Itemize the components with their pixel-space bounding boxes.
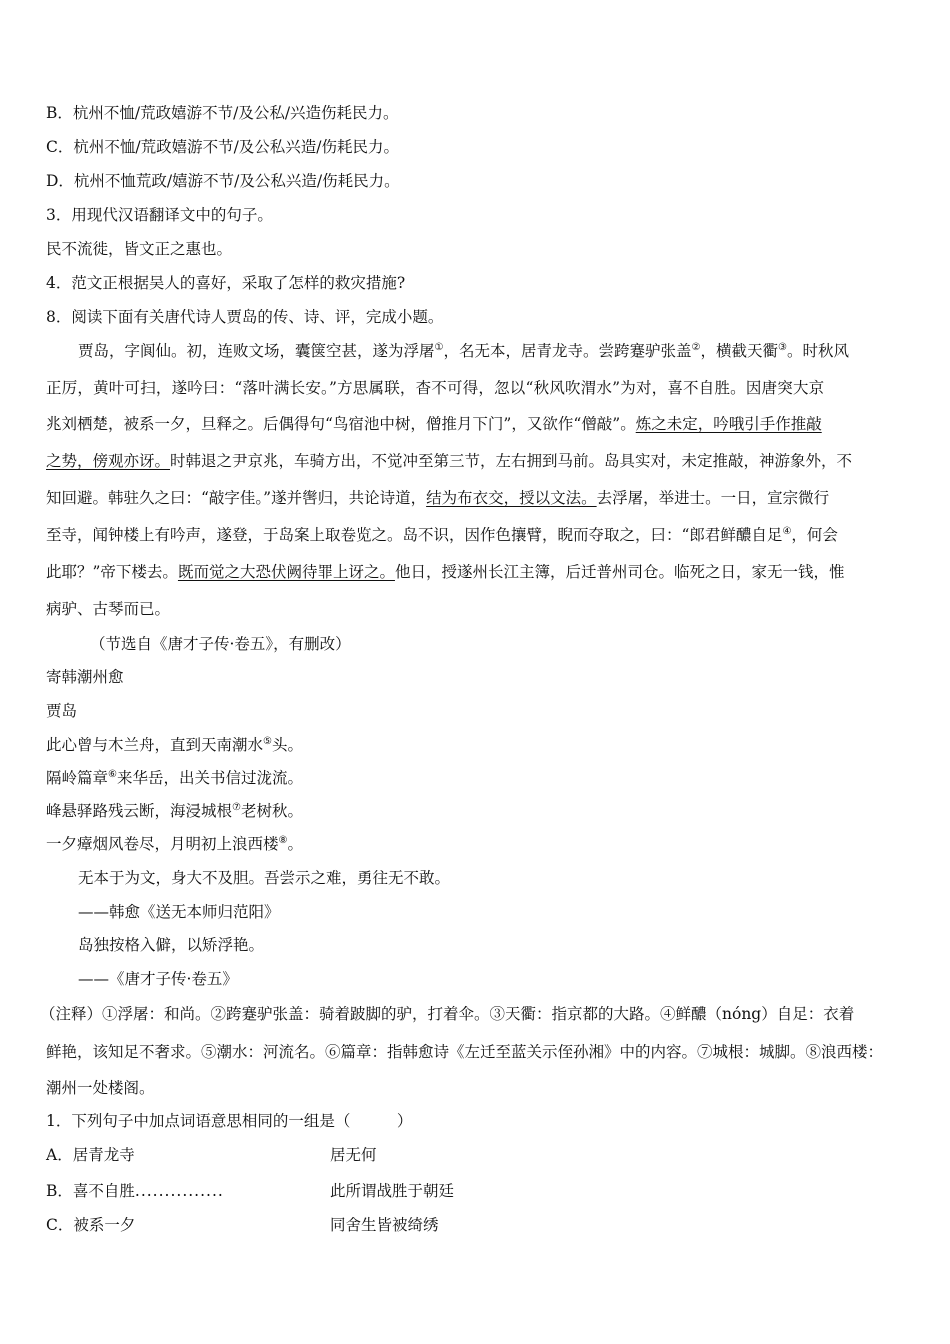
option-b-left: B．喜不自胜 xyxy=(46,1182,135,1200)
note-marker: ⑧ xyxy=(278,834,288,846)
poem-text: 来华岳，出关书信过泷流。 xyxy=(116,769,303,787)
passage-text: 他日，授遂州长江主簿，后迁普州司仓。临死之日，家无一钱，惟 xyxy=(394,563,845,581)
question-1-option-a xyxy=(46,1144,910,1166)
option-a-right: 居无何 xyxy=(330,1146,377,1164)
note-marker: ⑥ xyxy=(108,768,117,780)
poem-line-2 xyxy=(46,767,910,789)
poem-text: 老树秋。 xyxy=(240,802,303,820)
question-3-sentence: 民不流徙，皆文正之惠也。 xyxy=(46,240,233,258)
passage-line-6 xyxy=(46,524,910,546)
option-c-left: C．被系一夕 xyxy=(46,1216,136,1234)
note-marker: ⑦ xyxy=(232,801,241,813)
note-marker: ⑤ xyxy=(263,735,272,747)
underlined-sentence: 结为布衣交，授以文法。 xyxy=(426,489,597,507)
note-marker: ① xyxy=(434,341,444,353)
notes-line-2: 鲜艳，该知足不奢求。⑤潮水：河流名。⑥篇章：指韩愈诗《左迁至蓝关示侄孙湘》中的内容。⑦城根：城脚。⑧浪西楼： xyxy=(46,1043,884,1061)
poem-text: 隔岭篇章 xyxy=(46,769,109,787)
passage-text: 时韩退之尹京兆，车骑方出，不觉冲至第三节，左右拥到马前。岛具实对，未定推敲，神游象外，不 xyxy=(170,452,853,470)
underlined-sentence: 既而觉之大恐伏阙待罪上讶之。 xyxy=(177,563,395,581)
poem-line-1 xyxy=(46,734,910,756)
passage-text: 知回避。韩驻久之曰：“敲字佳。”遂并辔归，共论诗道， xyxy=(46,489,427,507)
passage-text: 。时秋风 xyxy=(786,342,849,360)
comment-2-source: ——《唐才子传·卷五》 xyxy=(78,970,238,988)
poem-text: 。 xyxy=(287,835,303,853)
poem-line-3 xyxy=(46,800,910,822)
passage-source: （节选自《唐才子传·卷五》，有删改） xyxy=(90,635,351,653)
poem-text: 一夕瘴烟风卷尽，月明初上浪西楼 xyxy=(46,835,279,853)
passage-line-5 xyxy=(46,487,910,509)
option-d-prev: D．杭州不恤荒政/嬉游不节/及公私兴造/伤耗民力。 xyxy=(46,172,400,190)
question-4-prompt: 4．范文正根据吴人的喜好，采取了怎样的救灾措施? xyxy=(46,274,406,292)
notes-line-3: 潮州一处楼阁。 xyxy=(46,1079,155,1097)
option-b-prev: B．杭州不恤/荒政嬉游不节/及公私/兴造伤耗民力。 xyxy=(46,104,399,122)
passage-text: ，横截天衢 xyxy=(700,342,778,360)
question-1-option-c xyxy=(46,1214,910,1236)
note-marker: ④ xyxy=(782,525,792,537)
underlined-sentence: 炼之未定，吟哦引手作推敲 xyxy=(635,415,822,433)
poem-title: 寄韩潮州愈 xyxy=(46,668,124,686)
notes-line-1: （注释）①浮屠：和尚。②跨蹇驴张盖：骑着跛脚的驴，打着伞。③天衢：指京都的大路。④鲜醲（nóng）自足：衣着 xyxy=(40,1005,855,1023)
comment-1: 无本于为文，身大不及胆。吾尝示之难，勇往无不敢。 xyxy=(78,869,451,887)
passage-line-2: 正厉，黄叶可扫，遂吟曰：“落叶满长安。”方思属联，杳不可得，忽以“秋风吹渭水”为对，喜不自胜。因唐突大京 xyxy=(46,379,825,397)
poem-text: 此心曾与木兰舟，直到天南潮水 xyxy=(46,736,264,754)
question-1-option-b xyxy=(46,1180,910,1202)
emphasis-dots: ............... xyxy=(134,1182,224,1200)
passage-text: ，何会 xyxy=(791,526,838,544)
note-marker: ③ xyxy=(777,341,787,353)
passage-text: 此耶？”帝下楼去。 xyxy=(46,563,178,581)
passage-line-1 xyxy=(78,340,910,362)
underlined-sentence: 之势，傍观亦讶。 xyxy=(46,452,171,470)
poem-text: 峰悬驿路残云断，海浸城根 xyxy=(46,802,233,820)
passage-line-8: 病驴、古琴而已。 xyxy=(46,600,171,618)
poem-line-4 xyxy=(46,833,910,855)
passage-text: 兆刘栖楚，被系一夕，旦释之。后偶得句“鸟宿池中树，僧推月下门”，又欲作“僧敲”。 xyxy=(46,415,636,433)
comment-2: 岛独按格入僻，以矫浮艳。 xyxy=(78,936,265,954)
option-c-prev: C．杭州不恤/荒政嬉游不节/及公私兴造/伤耗民力。 xyxy=(46,138,400,156)
question-1-prompt: 1．下列句子中加点词语意思相同的一组是（ ） xyxy=(46,1112,413,1130)
passage-text: 至寺，闻钟楼上有吟声，遂登，于岛案上取卷览之。岛不识，因作色攘臂，睨而夺取之，曰：“郎君鲜醲自足 xyxy=(46,526,783,544)
comment-1-source: ——韩愈《送无本师归范阳》 xyxy=(78,903,280,921)
poem-author: 贾岛 xyxy=(46,702,78,720)
question-3-prompt: 3．用现代汉语翻译文中的句子。 xyxy=(46,206,273,224)
question-8-prompt: 8．阅读下面有关唐代诗人贾岛的传、诗、评，完成小题。 xyxy=(46,308,444,326)
option-b-right: 此所谓战胜于朝廷 xyxy=(330,1182,455,1200)
passage-line-7 xyxy=(46,561,910,583)
poem-text: 头。 xyxy=(271,736,303,754)
passage-text: ，名无本，居青龙寺。尝跨蹇驴张盖 xyxy=(443,342,692,360)
option-c-right: 同舍生皆被绮绣 xyxy=(330,1216,439,1234)
passage-text: 贾岛，字阆仙。初，连败文场，囊箧空甚，遂为浮屠 xyxy=(78,342,435,360)
passage-line-3 xyxy=(46,413,910,435)
option-a-left: A．居青龙寺 xyxy=(46,1146,135,1164)
note-marker: ② xyxy=(691,341,701,353)
passage-line-4 xyxy=(46,450,910,472)
passage-text: 去浮屠，举进士。一日，宣宗微行 xyxy=(596,489,830,507)
